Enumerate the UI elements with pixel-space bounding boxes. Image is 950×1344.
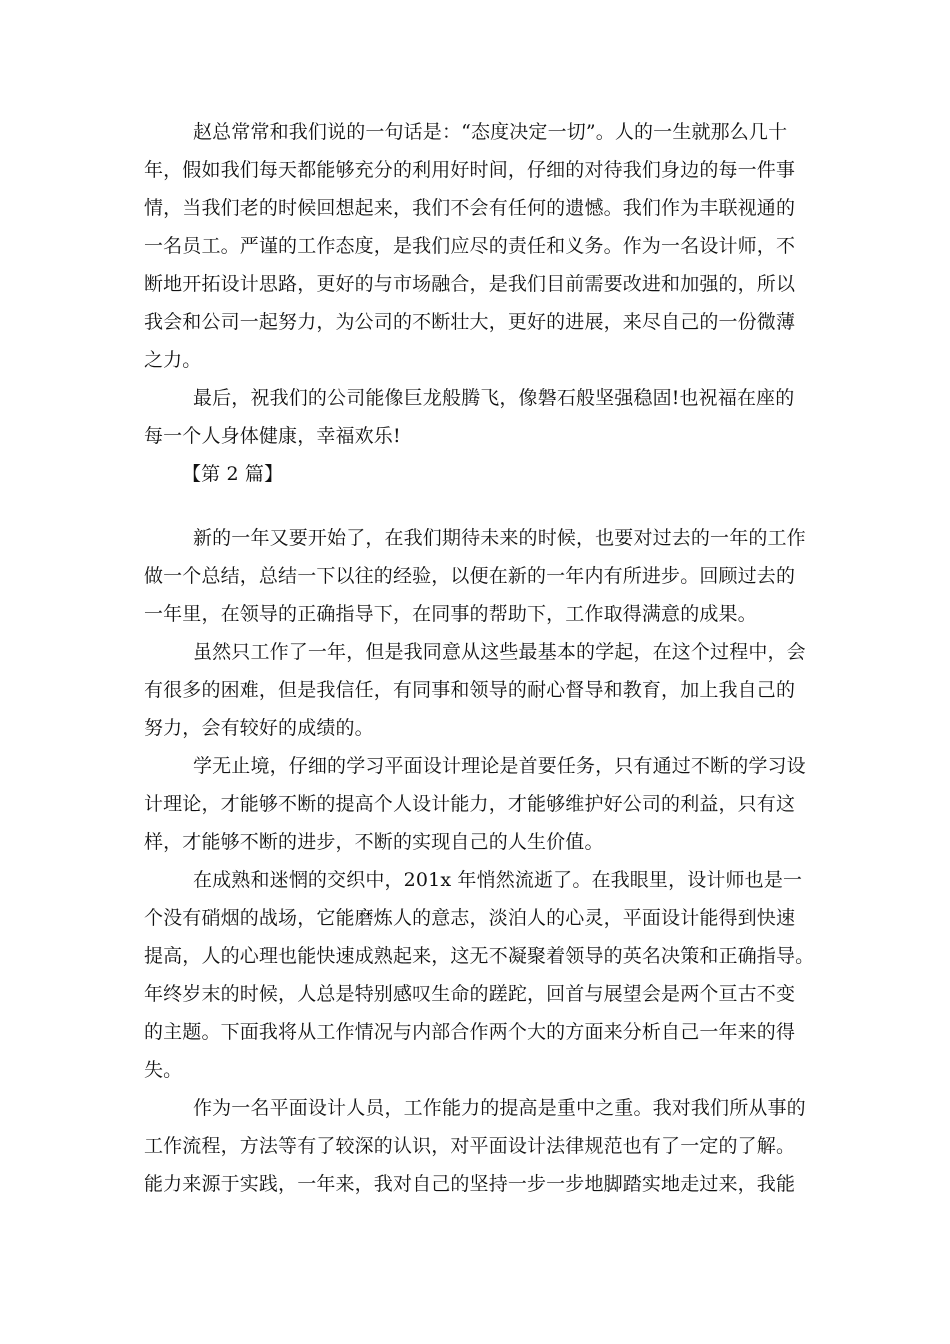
text-line: 个没有硝烟的战场，它能磨炼人的意志，淡泊人的心灵，平面设计能得到快速 <box>144 907 796 929</box>
text-line: 之力。 <box>144 349 202 371</box>
text-line: 在成熟和迷惘的交织中，201x 年悄然流逝了。在我眼里，设计师也是一 <box>193 869 803 891</box>
text-line: 有很多的困难，但是我信任，有同事和领导的耐心督导和教育，加上我自己的 <box>144 679 796 701</box>
text-line: 年，假如我们每天都能够充分的利用好时间，仔细的对待我们身边的每一件事 <box>144 159 796 181</box>
text-line: 提高，人的心理也能快速成熟起来，这无不凝聚着领导的英名决策和正确指导。 <box>144 945 815 967</box>
text-line: 一年里，在领导的正确指导下，在同事的帮助下，工作取得满意的成果。 <box>144 603 757 625</box>
section-heading: 【第 2 篇】 <box>182 463 284 485</box>
text-line: 能力来源于实践，一年来，我对自己的坚持一步一步地脚踏实地走过来，我能 <box>144 1173 796 1195</box>
text-line: 我会和公司一起努力，为公司的不断壮大，更好的进展，来尽自己的一份微薄 <box>144 311 796 333</box>
text-line: 每一个人身体健康，幸福欢乐! <box>144 425 401 447</box>
text-line: 努力，会有较好的成绩的。 <box>144 717 374 739</box>
text-line: 年终岁末的时候，人总是特别感叹生命的蹉跎，回首与展望会是两个亘古不变 <box>144 983 796 1005</box>
text-line: 虽然只工作了一年，但是我同意从这些最基本的学起，在这个过程中，会 <box>193 641 806 663</box>
text-line: 断地开拓设计思路，更好的与市场融合，是我们目前需要改进和加强的，所以 <box>144 273 796 295</box>
text-line: 一名员工。严谨的工作态度，是我们应尽的责任和义务。作为一名设计师，不 <box>144 235 796 257</box>
text-line: 的主题。下面我将从工作情况与内部合作两个大的方面来分析自己一年来的得 <box>144 1021 796 1043</box>
text-line: 新的一年又要开始了，在我们期待未来的时候，也要对过去的一年的工作 <box>193 527 806 549</box>
text-line: 做一个总结，总结一下以往的经验，以便在新的一年内有所进步。回顾过去的 <box>144 565 796 587</box>
text-line: 作为一名平面设计人员，工作能力的提高是重中之重。我对我们所从事的 <box>193 1097 806 1119</box>
text-line: 工作流程，方法等有了较深的认识，对平面设计法律规范也有了一定的了解。 <box>144 1135 796 1157</box>
text-line: 学无止境，仔细的学习平面设计理论是首要任务，只有通过不断的学习设 <box>193 755 806 777</box>
text-line: 赵总常常和我们说的一句话是：“态度决定一切”。人的一生就那么几十 <box>193 121 788 143</box>
text-line: 最后，祝我们的公司能像巨龙般腾飞，像磐石般坚强稳固!也祝福在座的 <box>193 387 795 409</box>
text-line: 情，当我们老的时候回想起来，我们不会有任何的遗憾。我们作为丰联视通的 <box>144 197 796 219</box>
text-line: 样，才能够不断的进步，不断的实现自己的人生价值。 <box>144 831 604 853</box>
text-line: 计理论，才能够不断的提高个人设计能力，才能够维护好公司的利益，只有这 <box>144 793 796 815</box>
text-line: 失。 <box>144 1059 183 1081</box>
